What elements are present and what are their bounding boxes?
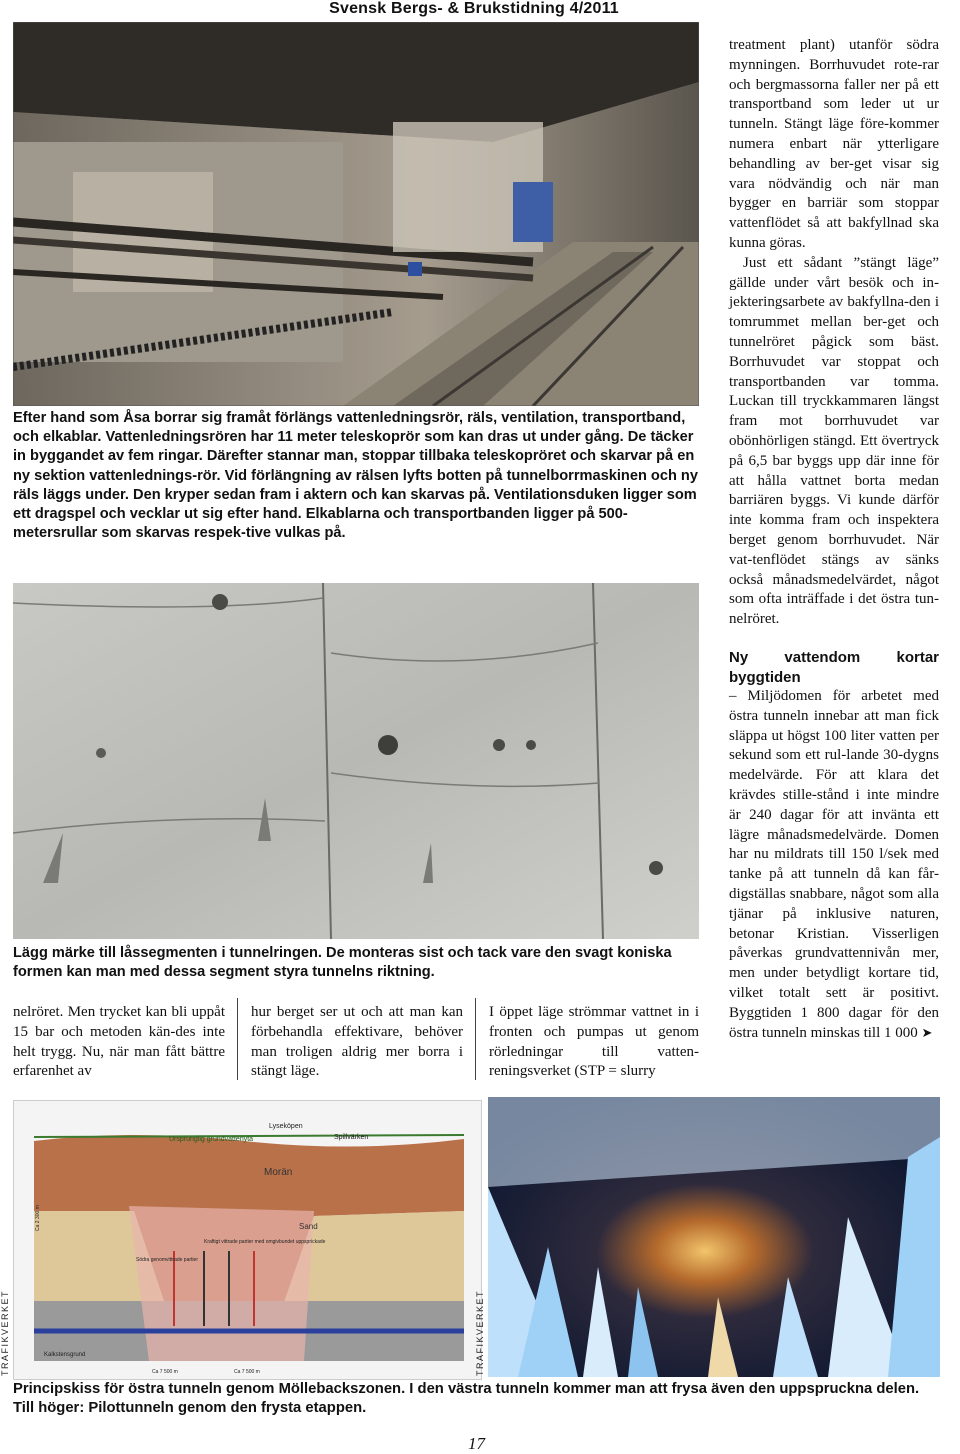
- top-photo-caption: Efter hand som Åsa borrar sig framåt förlängs vattenledningsrör, räls, ventilation, transportband, och elkablar. Vattenledningsrören har 11 meter teleskoprör som kan dras ut under gång. De täcker in byggandet av fem ringar. Därefter stannar man, stoppar tillbaka teleskopröret och skarvar på en ny sektion vattenlednings-rör. Vid förlängning av rälsen lyfts botten på tunnelborrmaskinen och ny räls läggs under. Den kryper sedan fram i aktern och kan skarvas på. Ventilationsduken ligger som ett dragspel och vecklar ut sig efter hand. Elkablarna och transportbanden ligger på 500-metersrullar som skarvas respek-tive vulkas på.: [13, 410, 698, 542]
- frozen-pilot-tunnel-photo: [488, 1097, 940, 1377]
- diagram-scale-label: Ca 7 500 m: [152, 1369, 178, 1375]
- column-divider: [237, 998, 238, 1080]
- page-number: 17: [468, 1434, 485, 1453]
- photo-credit-left: TRAFIKVERKET: [0, 1289, 10, 1376]
- diagram-scale-label: Ca 2 300 m: [35, 1205, 41, 1231]
- diagram-label: Sand: [299, 1222, 318, 1231]
- tunnel-segments-photo: [13, 583, 699, 939]
- diagram-scale-label: Ca 7 500 m: [234, 1369, 260, 1375]
- diagram-label: Ursprunglig grundvattenyta: [169, 1136, 254, 1143]
- diagram-label: Kraftigt vittrade partier med omgivbundet uppsprickade: [204, 1239, 326, 1245]
- right-paragraph-3: [729, 687, 939, 1043]
- right-paragraph-2: Just ett sådant ”stängt läge” gällde under vårt besök och in-jekteringsarbete av bakfyllna-den i tomrummet mellan ber-get och tunnelröret pågick som bäst. Borrhuvudet var stoppat och transportbanden var tomma. Luckan till tryckkammaren längst fram mot borrhuvudet var obönhörligen stängd. Ett övertryck på 6,5 bar byggs upp där inne för att hålla vattnet borta medan barriären byggs. Vi kunde därför inte komma fram och inspektera berget genom borrhuvudet. När vat-tenflödet stängs av sänks också månadsmedelvärdet, något som ofta inträffade i det östra tun-nelröret.: [729, 254, 939, 628]
- bottom-caption: Principskiss för östra tunneln genom Möllebackszonen. I den västra tunneln kommer man att frysa även den uppspruckna delen. Till höger: Pilottunneln genom den frysta etappen.: [13, 1381, 920, 1417]
- tunnel-interior-photo: [13, 22, 699, 406]
- right-column: [729, 36, 939, 1043]
- diagram-label: Kalkstensgrund: [44, 1352, 86, 1358]
- photo-credit-right: TRAFIKVERKET: [475, 1289, 485, 1376]
- diagram-label: Morän: [264, 1167, 293, 1178]
- body-column-1: nelröret. Men trycket kan bli uppåt 15 bar och metoden kän-des inte helt trygg. Nu, när man fått bättre erfarenhet av: [13, 1004, 225, 1080]
- column-divider: [475, 998, 476, 1080]
- continue-arrow-icon: ➤: [921, 1025, 933, 1041]
- body-column-3: I öppet läge strömmar vattnet in i fronten och pumpas ut genom rörledningar till vatten-reningsverket (STP = slurry: [489, 1004, 699, 1080]
- page-header: Svensk Bergs- & Brukstidning 4/2011: [329, 0, 619, 17]
- section-subheading: Ny vattendom kortar byggtiden: [729, 648, 939, 686]
- right-paragraph-1: treatment plant) utanför södra mynningen. Borrhuvudet rote-rar och bergmassorna faller ner på ett transportband som leder ut ur tunneln. Stängt läge före-kommer numera enbart när ytterligare behandling av ber-get visar sig vara nödvändig och när man bygger en barriär som stoppar vattenflödet så att bakfyllnad ska kunna göras.: [729, 37, 939, 251]
- tunnel-cross-section-diagram: [13, 1100, 482, 1380]
- middle-photo-caption: Lägg märke till låssegmenten i tunnelringen. De monteras sist och tack vare den svagt koniska formen kan man med dessa segment styra tunnelns riktning.: [13, 945, 672, 981]
- right-paragraph-3-text: – Miljödomen för arbetet med östra tunneln innebar att man fick släppa ut högst 100 liter vatten per sekund som ett rul-lande 30-dygns medelvärde. För att klara det krävdes stille-stånd i inte mindre är 240 dagar för att invänta ett lägre månadsmedelvärde. Domen har nu mildrats till 150 l/sek med tanke på att tunneln då kan får-digställas snabbare, något som alla tjänar på inklusive naturen, betonar Kristian. Visserligen påverkas grundvattennivån mer, men under betydligt kortare tid, vilket totalt sett är positivt. Byggtiden 1 800 dagar för den östra tunneln minskas till 1 000: [729, 688, 939, 1041]
- body-column-2: hur berget ser ut och att man kan förbehandla effektivare, behöver man troligen aldrig mer borra i stängt läge.: [251, 1004, 463, 1080]
- diagram-label: Spillvärken: [334, 1134, 369, 1141]
- diagram-label: Södra genomvittrade partier: [136, 1257, 198, 1263]
- diagram-label: Lyseköpen: [269, 1123, 303, 1130]
